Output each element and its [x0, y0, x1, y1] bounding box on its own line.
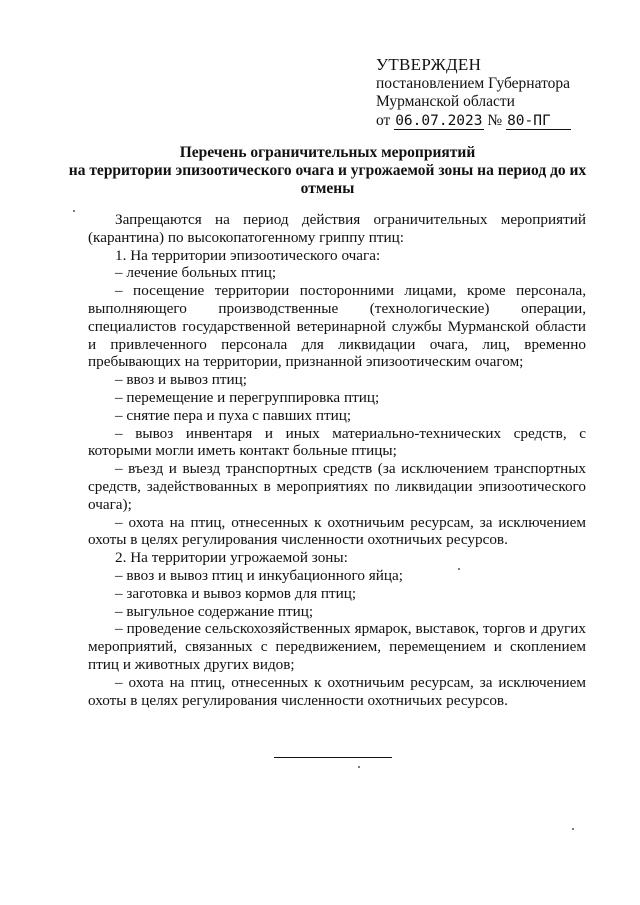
section-heading-outbreak: 1. На территории эпизоотического очага: — [115, 246, 381, 264]
number-label: № — [487, 111, 503, 129]
approval-heading: УТВЕРЖДЕН — [376, 55, 482, 74]
document-body — [88, 211, 586, 709]
scan-speck — [458, 568, 460, 570]
list-item: – ввоз и вывоз птиц и инкубационного яйца; — [115, 566, 403, 584]
list-item: – въезд и выезд транспортных средств (за исключением транспортных средств, задействованных в мероприятиях по ликвидации эпизоотического очага); — [88, 460, 586, 513]
approval-stamp — [376, 56, 571, 130]
list-item: – посещение территории посторонними лицами, кроме персонала, выполняющего производственные (технологические) операции, специалистов государственной ветеринарной службы Мурманской области и привлеченного персонала для ликвидации очага, лиц, временно пребывающих на территории, признанной эпизоотическим очагом; — [88, 282, 586, 371]
approval-date: 06.07.2023 — [395, 112, 483, 129]
scan-speck — [73, 210, 75, 212]
list-item: – вывоз инвентаря и иных материально-технических средств, с которыми могли иметь контакт больные птицы; — [88, 424, 586, 460]
title-line-1: Перечень ограничительных мероприятий — [179, 144, 476, 161]
approval-number: 80-ПГ — [506, 113, 571, 130]
list-item: – перемещение и перегруппировка птиц; — [115, 388, 380, 406]
scan-speck — [358, 766, 360, 768]
scan-speck — [572, 828, 574, 830]
approval-line-1: постановлением Губернатора — [376, 74, 571, 92]
from-label: от — [376, 111, 391, 129]
title-line-2: на территории эпизоотического очага и угрожаемой зоны на период до их отмены — [68, 162, 587, 197]
approval-date-number-line — [376, 112, 571, 131]
document-title — [60, 144, 595, 198]
end-separator-line — [274, 757, 392, 758]
list-item: – проведение сельскохозяйственных ярмарок, выставок, торгов и других мероприятий, связанных с передвижением, перемещением и скоплением птиц и животных других видов; — [88, 620, 586, 673]
list-item: – выгульное содержание птиц; — [115, 602, 314, 620]
list-item: – снятие пера и пуха с павших птиц; — [115, 406, 352, 424]
list-item: – охота на птиц, отнесенных к охотничьим ресурсам, за исключением охоты в целях регулирования численности охотничьих ресурсов. — [88, 513, 586, 549]
list-item: – охота на птиц, отнесенных к охотничьим ресурсам, за исключением охоты в целях регулирования численности охотничьих ресурсов. — [88, 673, 586, 709]
intro-paragraph: Запрещаются на период действия ограничительных мероприятий (карантина) по высокопатогенному гриппу птиц: — [88, 211, 586, 246]
list-item: – ввоз и вывоз птиц; — [115, 371, 248, 389]
list-item: – лечение больных птиц; — [115, 264, 277, 282]
section-heading-threatened-zone: 2. На территории угрожаемой зоны: — [115, 549, 348, 567]
list-item: – заготовка и вывоз кормов для птиц; — [115, 584, 357, 602]
approval-line-2: Мурманской области — [376, 93, 515, 110]
